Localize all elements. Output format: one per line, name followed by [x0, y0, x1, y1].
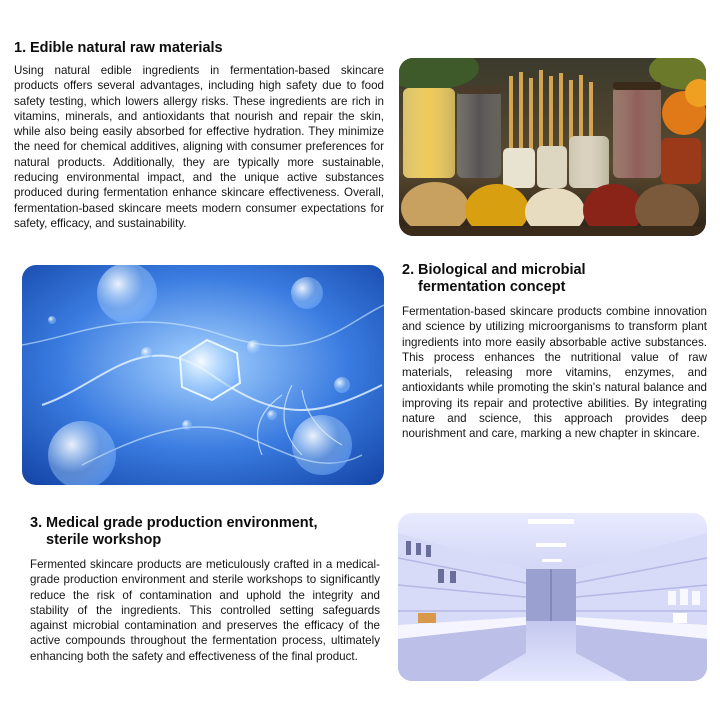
section-2-number: 2.	[402, 262, 415, 278]
section-2-heading	[402, 262, 702, 296]
section-1-title: Edible natural raw materials	[30, 40, 223, 56]
section-3-title-line2: sterile workshop	[46, 532, 162, 548]
section-1-body: Using natural edible ingredients in fermentation-based skincare products offers several advantages, including high safety due to food safety testing, which lowers allergy risks. These ingredients are rich in vitamins, minerals, and antioxidants that nourish and repair the skin, while also being easily absorbed for effective hydration. They minimize the need for chemical additives, aligning with consumer preferences for natural products. Additionally, they are typically more sustainable, reducing environmental impact, and the unique active substances produced during fermentation enhance skincare effectiveness. Overall, fermentation-based skincare meets modern consumer expectations for safety, efficacy, and sustainability.	[14, 64, 384, 230]
section-1-heading	[14, 40, 374, 57]
blue-microbial-cells-photo	[22, 265, 384, 485]
section-2-body: Fermentation-based skincare products combine innovation and science by utilizing microorganisms to transform plant ingredients into more easily absorbable active substances. This process enhances the nutritional value of raw materials, releasing more vitamins, enzymes, and antioxidants while promoting the skin's natural balance and improving its repair and protective abilities. By integrating nature and science, this approach provides deep nourishment and care, marking a new chapter in skincare.	[402, 305, 707, 441]
section-2-title-line2: fermentation concept	[418, 279, 566, 295]
section-3-heading	[30, 515, 380, 549]
section-2-title: Biological and microbial	[418, 262, 586, 278]
section-3-number: 3.	[30, 515, 43, 531]
grains-and-seeds-jars-photo	[399, 58, 706, 236]
section-1-number: 1.	[14, 40, 27, 56]
sterile-laboratory-photo	[398, 513, 707, 681]
section-3-title: Medical grade production environment,	[46, 515, 318, 531]
section-3-body: Fermented skincare products are meticulously crafted in a medical-grade production environment and sterile workshops to significantly reduce the risk of contamination and uphold the integrity and stability of the ingredients. This controlled setting safeguards against microbial contamination and preserves the efficacy of the active compounds throughout the fermentation process, ultimately enhancing both the safety and effectiveness of the final product.	[30, 558, 380, 663]
